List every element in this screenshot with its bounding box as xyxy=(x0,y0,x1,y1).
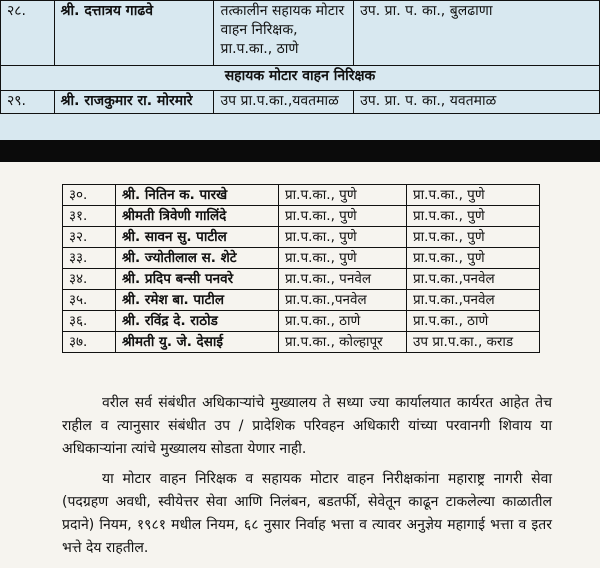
top-table xyxy=(0,0,600,114)
paragraph-allowance: या मोटार वाहन निरिक्षक व सहायक मोटार वाहन निरीक्षकांना महाराष्ट्र नागरी सेवा (पदग्रहण अवधी, स्वीयेत्तर सेवा आणि निलंबन, बडतर्फी, सेवेतून काढून टाकलेल्या काळातील प्रदाने) नियम, १९८१ मधील नियम, ६८ नुसार निर्वाह भत्ता व त्यावर अनुज्ञेय महागाई भत्ता व इतर भत्ते देय राहतील. xyxy=(62,471,552,556)
table-row xyxy=(63,311,540,332)
row-number: २८. xyxy=(1,1,55,66)
current-office: प्रा.प.का., पुणे xyxy=(279,185,407,206)
officer-name: श्री. नितिन क. पारखे xyxy=(116,185,279,206)
posting-office: प्रा.प.का.,पनवेल xyxy=(407,269,540,290)
posting-office: प्रा.प.का., पुणे xyxy=(407,227,540,248)
posting-office: प्रा.प.का., पुणे xyxy=(407,206,540,227)
posting-office: उप प्रा.प.का., कराड xyxy=(407,332,540,353)
row-number: २९. xyxy=(1,91,55,114)
row-number: ३७. xyxy=(63,332,116,353)
row-number: ३६. xyxy=(63,311,116,332)
officer-name: श्री. रविंद्र दे. राठोड xyxy=(116,311,279,332)
officer-name: श्री. ज्योतीलाल स. शेटे xyxy=(116,248,279,269)
table-row xyxy=(1,1,600,66)
officer-table xyxy=(62,184,540,353)
posting-office: प्रा.प.का., पुणे xyxy=(407,185,540,206)
paragraph-headquarters: वरील सर्व संबंधीत अधिकाऱ्यांचे मुख्यालय ते सध्या ज्या कार्यालयात कार्यरत आहेत तेच राहील व त्यानुसार संबंधीत उप / प्रादेशिक परिवहन अधिकारी यांच्या परवानगी शिवाय या अधिकाऱ्यांना त्यांचे मुख्यालय सोडता येणार नाही. xyxy=(62,395,552,457)
top-page-section xyxy=(0,0,600,140)
officer-name: श्री. दत्तात्रय गाढवे xyxy=(54,1,214,66)
table-row xyxy=(63,332,540,353)
current-office: प्रा.प.का., ठाणे xyxy=(279,311,407,332)
current-office: तत्कालीन सहायक मोटार वाहन निरिक्षक, प्रा.प.का., ठाणे xyxy=(214,1,354,66)
current-office: प्रा.प.का., पनवेल xyxy=(279,269,407,290)
scan-divider xyxy=(0,140,600,162)
table-row xyxy=(1,91,600,114)
officer-name: श्रीमती त्रिवेणी गालिंदे xyxy=(116,206,279,227)
current-office: प्रा.प.का., पुणे xyxy=(279,248,407,269)
current-office: प्रा.प.का., कोल्हापूर xyxy=(279,332,407,353)
current-office: प्रा.प.का., पुणे xyxy=(279,227,407,248)
officer-name: श्री. सावन सु. पाटील xyxy=(116,227,279,248)
table-row xyxy=(63,227,540,248)
section-header-row xyxy=(1,66,600,91)
current-office: उप प्रा.प.का.,यवतमाळ xyxy=(214,91,354,114)
row-number: ३१. xyxy=(63,206,116,227)
officer-name: श्री. प्रदिप बन्सी पनवरे xyxy=(116,269,279,290)
row-number: ३३. xyxy=(63,248,116,269)
officer-name: श्री. रमेश बा. पाटील xyxy=(116,290,279,311)
row-number: ३५. xyxy=(63,290,116,311)
posting-office: उप. प्रा. प. का., बुलढाणा xyxy=(354,1,600,66)
posting-office: उप. प्रा. प. का., यवतमाळ xyxy=(354,91,600,114)
row-number: ३२. xyxy=(63,227,116,248)
posting-office: प्रा.प.का.,पनवेल xyxy=(407,290,540,311)
row-number: ३०. xyxy=(63,185,116,206)
table-row xyxy=(63,206,540,227)
current-office: प्रा.प.का.,पनवेल xyxy=(279,290,407,311)
current-office: प्रा.प.का., पुणे xyxy=(279,206,407,227)
officer-name: श्रीमती यु. जे. देसाई xyxy=(116,332,279,353)
table-row xyxy=(63,248,540,269)
posting-office: प्रा.प.का., पुणे xyxy=(407,248,540,269)
table-row xyxy=(63,269,540,290)
table-row xyxy=(63,185,540,206)
table-row xyxy=(63,290,540,311)
posting-office: प्रा.प.का., ठाणे xyxy=(407,311,540,332)
row-number: ३४. xyxy=(63,269,116,290)
section-header: सहायक मोटार वाहन निरिक्षक xyxy=(1,66,600,91)
officer-name: श्री. राजकुमार रा. मोरमारे xyxy=(54,91,214,114)
